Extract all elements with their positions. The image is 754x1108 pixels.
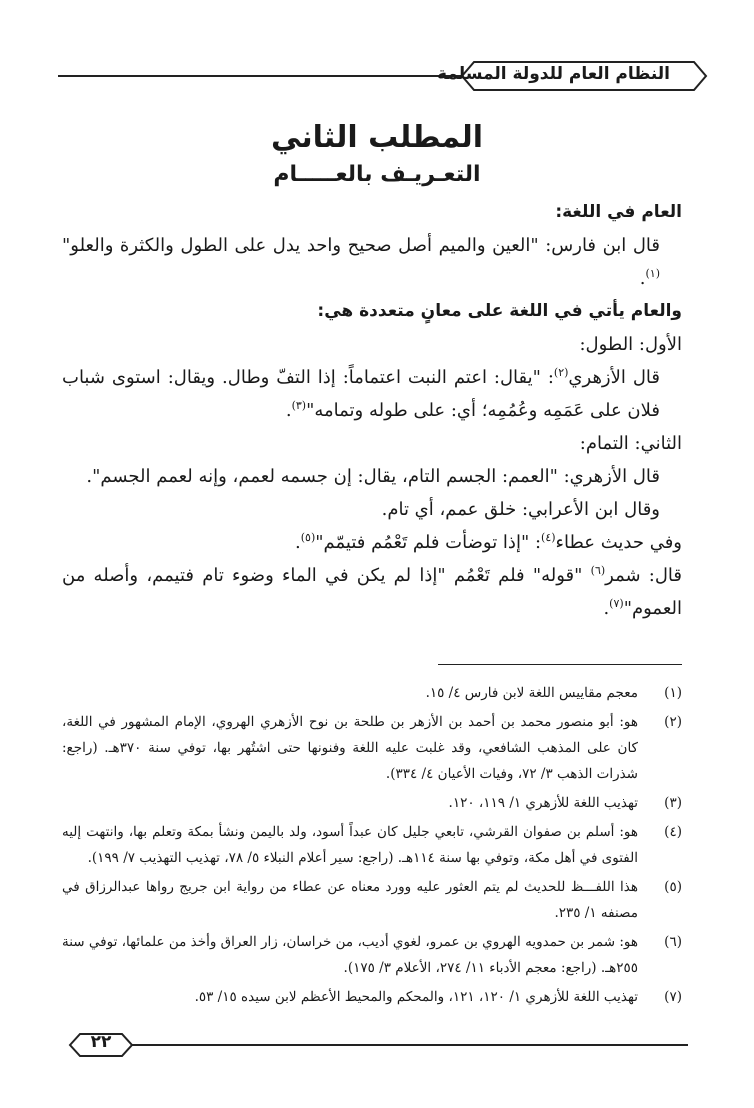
footnote-ref[interactable]: (١) [645,267,660,280]
footnote-ref[interactable]: (٦) [590,564,606,577]
footnote-number: (٧) [664,989,682,1005]
footnote-item [62,819,682,871]
page-number: ٢٢ [90,1032,112,1052]
footnote-text: هو: شمر بن حمدويه الهروي بن عمرو، لغوي أديب، من خراسان، زار العراق وأخذ من علمائها، توفي سنة ٢٥٥هـ. (راجع: معجم الأدباء ١١/ ٢٧٤، الأعلام ٣/ ١٧٥). [62,934,638,976]
paragraph: وقال ابن الأعرابي: خلق عمم، أي تام. [381,499,660,520]
footnote-ref[interactable]: (٤) [541,531,556,544]
paragraph-text: قال: شمر [605,565,683,586]
paragraph-text: : "إذا توضأت فلم تَعْمُم فتيمّم" [315,532,542,553]
footnote-number: (١) [664,685,682,701]
paragraph-end: . [603,598,610,619]
footnote-separator [438,664,682,665]
footnote-number: (٣) [664,795,682,811]
paragraph-end: . [639,268,646,289]
paragraph-text: قال الأزهري [568,367,660,388]
footnote-text: هو: أبو منصور محمد بن أحمد بن الأزهر بن طلحة بن نوح الأزهري الهروي، الإمام المشهور في اللغة، كان على المذهب الشافعي، وقد غلبت عليه اللغة وفنونها حتى اشتُهر بها، توفي سنة ٣٧٠هـ. (راجع: شذرات الذهب ٣/ ٧٢، وفيات الأعيان ٤/ ٣٣٤). [62,714,638,782]
heading-lang: العام في اللغة: [555,202,682,222]
paragraph [62,361,682,427]
section-subtitle: التعـريـف بالعـــــام [273,162,481,187]
footnote-number: (٦) [664,934,682,950]
meaning-second-label: الثاني: التمام: [579,433,682,454]
footer-frame [66,1030,688,1060]
footnotes [62,680,682,1013]
footnote-ref[interactable]: (٢) [553,366,569,379]
paragraph [62,526,682,559]
meaning-first-label: الأول: الطول: [579,334,682,355]
page-footer [66,1030,688,1060]
paragraph-text: وفي حديث عطاء [555,532,682,553]
footnote-ref[interactable]: (٣) [291,399,307,412]
footnote-item [62,929,682,981]
footnote-number: (٤) [664,824,682,840]
footnote-ref[interactable]: (٧) [609,597,624,610]
paragraph-end: . [285,400,292,421]
paragraph-end: . [295,532,301,553]
footnote-text: تهذيب اللغة للأزهري ١/ ١٢٠، ١٢١، والمحكم والمحيط الأعظم لابن سيده ١٥/ ٥٣. [194,989,638,1005]
paragraph-text: قال ابن فارس: "العين والميم أصل صحيح واحد يدل على الطول والكثرة والعلو" [62,235,660,256]
footnote-ref[interactable]: (٥) [300,531,316,544]
footnote-text: هو: أسلم بن صفوان القرشي، تابعي جليل كان عبداً أسود، ولد باليمن ونشأ بمكة وتعلم بها، وانتهت إليه الفتوى في أهل مكة، وتوفي بها سنة ١١٤هـ. (راجع: سير أعلام النبلاء ٥/ ٧٨، تهذيب التهذيب ٧/ ١٩٩). [62,824,638,866]
footnote-number: (٢) [664,714,682,730]
footnote-text: هذا اللفـــظ للحديث لم يتم العثور عليه وورد معناه عن عطاء من رواية ابن جريج رواها عبدالرزاق في مصنفه ١/ ٢٣٥. [62,879,638,921]
main-text [62,196,682,625]
footnote-item [62,874,682,926]
paragraph: قال الأزهري: "العمم: الجسم التام، يقال: إن جسمه لعمم، وإنه لعمم الجسم". [86,466,660,487]
paragraph [62,229,682,295]
header-title: النظام العام للدولة المسلمة [437,64,670,84]
paragraph [62,559,682,625]
paragraph-text: "قوله" فلم تَعْمُم "إذا لم يكن في الماء وضوء تام فتيمم، وأصله من العموم" [62,565,682,619]
footnote-item [62,709,682,787]
footnote-item [62,790,682,816]
section-title: المطلب الثاني [270,120,483,155]
footnote-number: (٥) [664,879,682,895]
running-header [58,58,710,94]
heading-meanings: والعام يأتي في اللغة على معانٍ متعددة هي: [317,301,682,321]
footnote-item [62,680,682,706]
footnote-text: معجم مقاييس اللغة لابن فارس ٤/ ١٥. [425,685,638,701]
paragraph-text: : "يقال: اعتم النبت اعتماماً: إذا التفّ وطال. ويقال: استوى شباب فلان على عَمَمِه وعُمُمِه؛ أي: على طوله وتمامه" [62,367,660,421]
footnote-text: تهذيب اللغة للأزهري ١/ ١١٩، ١٢٠. [448,795,638,811]
footnote-item [62,984,682,1010]
